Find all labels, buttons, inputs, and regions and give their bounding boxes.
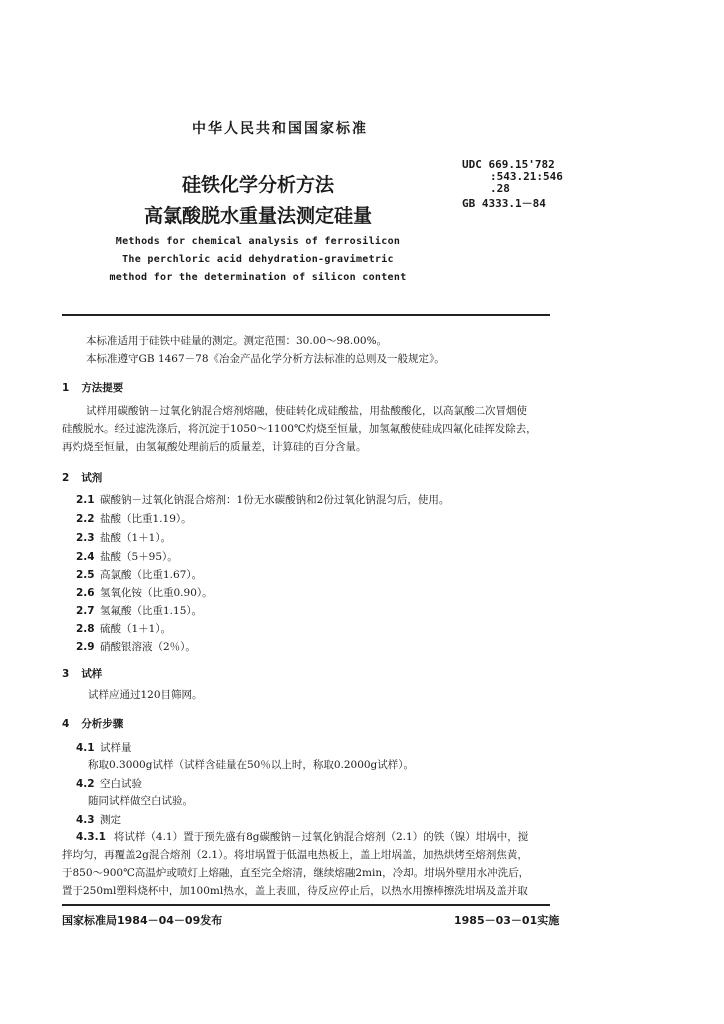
item-number: 2.3 <box>76 532 95 544</box>
gb-number: GB 4333.1－84 <box>462 197 546 210</box>
udc-line: :543.21:546 <box>490 170 563 183</box>
header-divider <box>62 314 550 316</box>
item-number: 2.5 <box>76 569 95 581</box>
section-number: 3 <box>62 668 70 680</box>
item-text: 高氯酸（比重1.67）。 <box>100 569 203 581</box>
section-number: 2 <box>62 472 70 484</box>
item-text: 盐酸（1＋1）。 <box>100 532 172 544</box>
section-2-heading <box>62 470 102 485</box>
section-1-line: 再灼烧至恒量，由氢氟酸处理前后的质量差，计算硅的百分含量。 <box>62 441 367 453</box>
title-line-2: 高氯酸脱水重量法测定硅量 <box>143 205 372 227</box>
effective-date: 1985－03－01实施 <box>454 914 560 927</box>
item-text: 硫酸（1＋1）。 <box>100 623 172 635</box>
item-text: 将试样（4.1）置于预先盛有8g碳酸钠－过氧化钠混合熔剂（2.1）的铁（镍）坩埚中，搅 <box>113 831 529 843</box>
intro-scope: 本标准适用于硅铁中硅量的测定。测定范围：30.00～98.00%。 <box>86 335 388 347</box>
item-number: 2.4 <box>76 551 95 563</box>
item-number: 2.2 <box>76 513 95 525</box>
reagent-item <box>76 530 171 545</box>
reagent-item <box>76 567 202 582</box>
item-text: 盐酸（5＋95）。 <box>100 551 178 563</box>
section-number: 4 <box>62 718 70 730</box>
title-line-1: 硅铁化学分析方法 <box>181 174 334 196</box>
subsection-4-1-text: 称取0.3000g试样（试样含硅量在50％以上时，称取0.2000g试样）。 <box>88 759 415 771</box>
item-text: 盐酸（比重1.19）。 <box>100 513 192 525</box>
section-title: 试样 <box>81 668 103 680</box>
item-text: 氢氧化铵（比重0.90）。 <box>100 587 213 599</box>
item-number: 2.9 <box>76 641 95 653</box>
english-title-line-1: Methods for chemical analysis of ferrosilicon <box>115 236 401 247</box>
subsection-4-3-1-line <box>76 830 528 844</box>
section-3-heading <box>62 666 102 681</box>
section-1-line: 试样用碳酸钠－过氧化钠混合熔剂熔融，使硅转化成硅酸盐，用盐酸酸化，以高氯酸二次冒烟使 <box>86 405 527 417</box>
reagent-item <box>76 511 192 526</box>
section-1-line: 硅酸脱水。经过滤洗涤后，将沉淀于1050～1100℃灼烧至恒量，加氢氟酸使硅成四氟化硅挥发除去， <box>62 423 537 435</box>
section-3-text: 试样应通过120目筛网。 <box>88 689 203 701</box>
item-number: 2.7 <box>76 605 95 617</box>
reagent-item <box>76 549 178 564</box>
reagent-item <box>76 603 202 618</box>
reagent-item <box>76 585 213 600</box>
english-title-line-3: method for the determination of silicon content <box>109 272 407 283</box>
issued-date: 国家标准局1984－04－09发布 <box>62 914 223 927</box>
national-standard-heading: 中华人民共和国国家标准 <box>192 121 368 137</box>
item-text: 试样量 <box>100 742 132 754</box>
subsection-4-3-1-line: 置于250ml塑料烧杯中，加100ml热水，盖上表皿，待反应停止后，以热水用擦棒擦洗坩埚及盖并取 <box>62 885 528 897</box>
item-number: 4.3 <box>76 814 95 826</box>
item-text: 氢氟酸（比重1.15）。 <box>100 605 203 617</box>
item-text: 空白试验 <box>100 778 142 790</box>
subsection-4-2-text: 随同试样做空白试验。 <box>88 795 193 807</box>
subsection-4-3-1-line: 拌均匀，再覆盖2g混合熔剂（2.1）。将坩埚置于低温电热板上，盖上坩埚盖，加热烘烤至熔剂焦黄， <box>62 849 528 861</box>
item-number: 2.1 <box>76 494 95 506</box>
subsection-4-3 <box>76 812 121 827</box>
english-title-line-2: The perchloric acid dehydration-gravimetric <box>122 254 394 265</box>
section-title: 方法提要 <box>81 382 124 394</box>
reagent-item <box>76 621 171 636</box>
section-4-heading <box>62 716 123 731</box>
item-text: 硝酸银溶液（2％）。 <box>100 641 196 653</box>
reagent-item <box>76 492 449 507</box>
item-number: 4.2 <box>76 778 95 790</box>
section-1-heading <box>62 380 123 395</box>
footer-divider <box>62 904 550 906</box>
reagent-item <box>76 639 196 654</box>
item-number: 2.8 <box>76 623 95 635</box>
item-text: 测定 <box>100 814 121 826</box>
subsection-4-2 <box>76 776 142 791</box>
intro-compliance: 本标准遵守GB 1467－78《冶金产品化学分析方法标准的总则及一般规定》。 <box>86 353 445 365</box>
item-number: 4.3.1 <box>76 831 106 843</box>
section-title: 分析步骤 <box>81 718 124 730</box>
subsection-4-1 <box>76 740 132 755</box>
item-text: 碳酸钠－过氧化钠混合熔剂：1份无水碳酸钠和2份过氧化钠混匀后，使用。 <box>100 494 450 506</box>
item-number: 2.6 <box>76 587 95 599</box>
udc-code <box>462 159 563 195</box>
section-title: 试剂 <box>81 472 103 484</box>
udc-line: UDC 669.15'782 <box>462 158 555 171</box>
section-number: 1 <box>62 382 70 394</box>
item-number: 4.1 <box>76 742 95 754</box>
subsection-4-3-1-line: 于850～900℃高温炉或喷灯上熔融，直至完全熔清，继续熔融2min，冷却。坩埚外壁用水冲洗后， <box>62 867 530 879</box>
udc-line: .28 <box>490 182 510 195</box>
